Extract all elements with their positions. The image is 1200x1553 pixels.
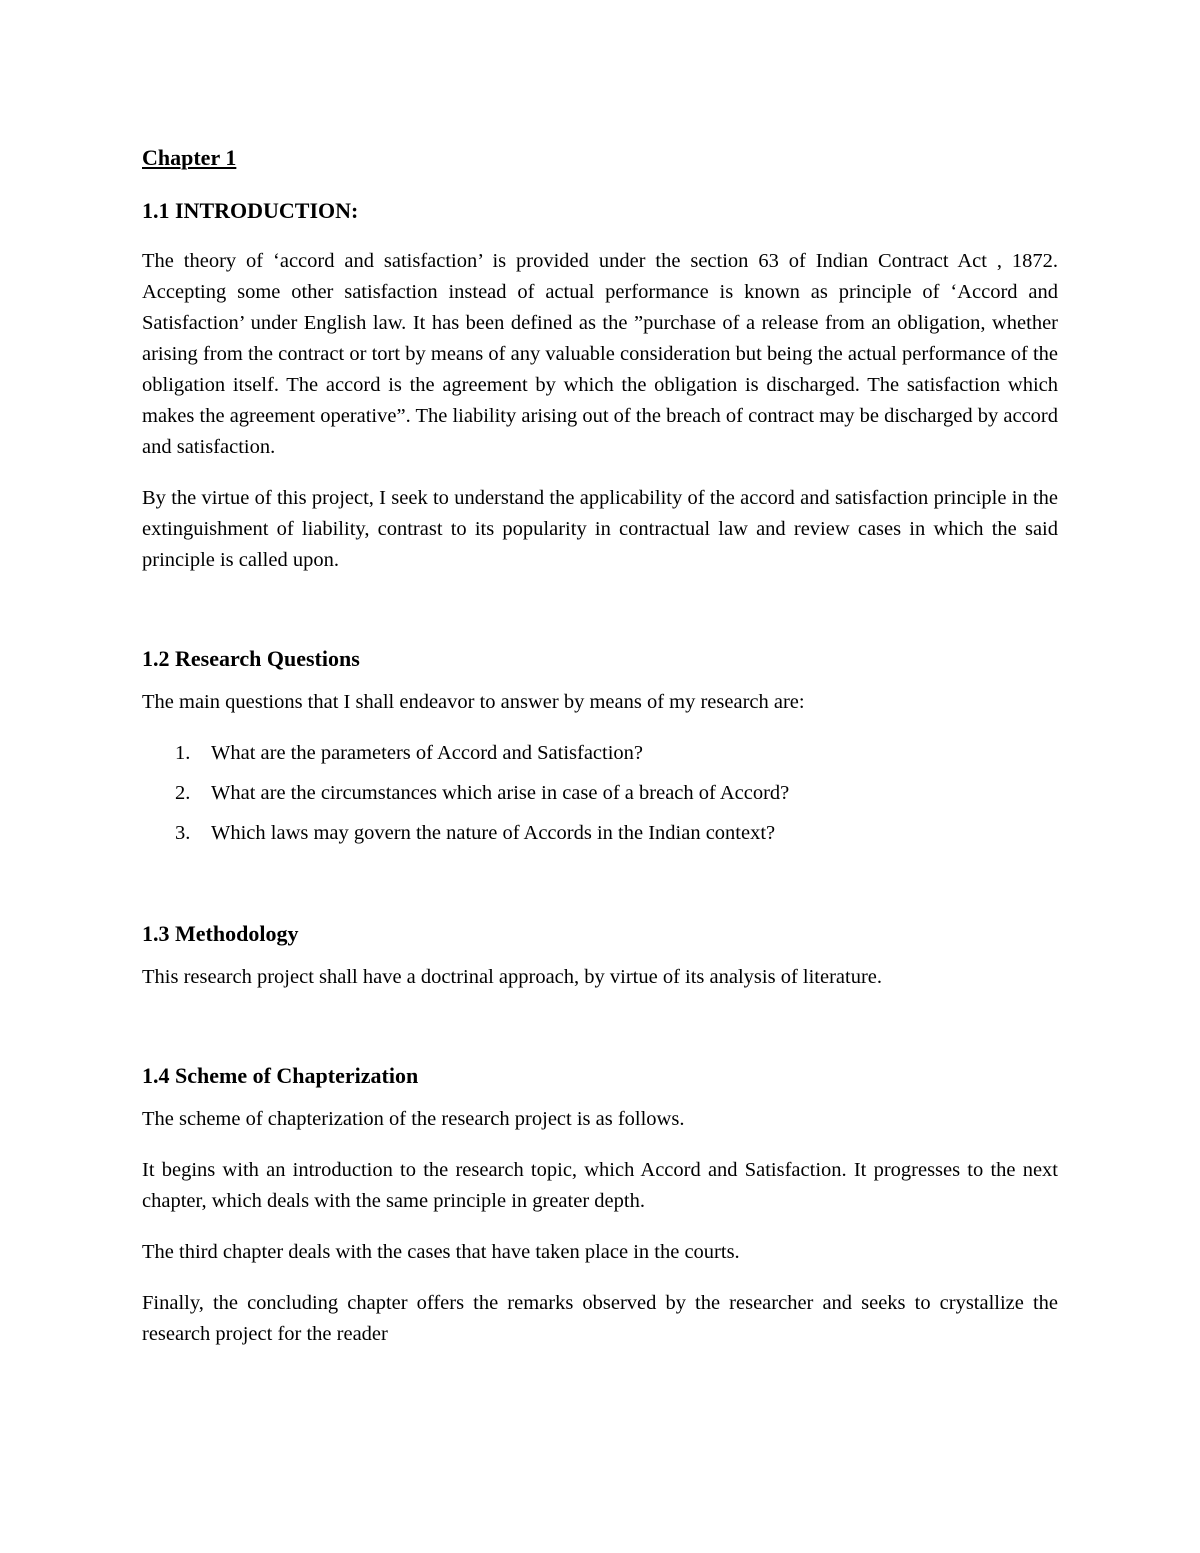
research-questions-list — [142, 738, 1058, 849]
document-page — [142, 140, 1058, 1350]
list-item-text: What are the parameters of Accord and Satisfaction? — [211, 742, 644, 764]
methodology-text: This research project shall have a doctrinal approach, by virtue of its analysis of literature. — [142, 966, 883, 988]
list-item-text: Which laws may govern the nature of Accords in the Indian context? — [211, 822, 776, 844]
introduction-paragraph-1: The theory of ‘accord and satisfaction’ is provided under the section 63 of Indian Contract Act , 1872. Accepting some other satisfaction instead of actual performance is known as principle of ‘Accord and Satisfaction’ under English law. It has been defined as the ”purchase of a release from an obligation, whether arising from the contract or tort by means of any valuable consideration but being the actual performance of the obligation itself. The accord is the agreement by which the obligation is discharged. The satisfaction which makes the agreement operative”. The liability arising out of the breach of contract may be discharged by accord and satisfaction. — [142, 250, 1058, 458]
chapter-title: Chapter 1 — [142, 145, 237, 170]
chapterization-paragraph-3: The third chapter deals with the cases that have taken place in the courts. — [142, 1241, 740, 1263]
chapterization-paragraph-4: Finally, the concluding chapter offers the remarks observed by the researcher and seeks to crystallize the research project for the reader — [142, 1292, 1058, 1345]
list-item — [142, 818, 1058, 849]
chapterization-paragraph-1: The scheme of chapterization of the research project is as follows. — [142, 1108, 685, 1130]
list-item — [142, 778, 1058, 809]
list-item-number: 3. — [175, 822, 191, 844]
research-questions-heading: 1.2 Research Questions — [142, 646, 360, 671]
list-item-number: 1. — [175, 742, 191, 764]
chapterization-paragraph-2: It begins with an introduction to the research topic, which Accord and Satisfaction. It progresses to the next chapter, which deals with the same principle in greater depth. — [142, 1159, 1058, 1212]
methodology-heading: 1.3 Methodology — [142, 921, 299, 946]
list-item-number: 2. — [175, 782, 191, 804]
list-item-text: What are the circumstances which arise in case of a breach of Accord? — [211, 782, 790, 804]
introduction-heading: 1.1 INTRODUCTION: — [142, 198, 359, 223]
research-questions-intro: The main questions that I shall endeavor to answer by means of my research are: — [142, 691, 805, 713]
list-item — [142, 738, 1058, 769]
chapterization-heading: 1.4 Scheme of Chapterization — [142, 1063, 419, 1088]
introduction-paragraph-2: By the virtue of this project, I seek to understand the applicability of the accord and satisfaction principle in the extinguishment of liability, contrast to its popularity in contractual law and review cases in which the said principle is called upon. — [142, 487, 1058, 571]
